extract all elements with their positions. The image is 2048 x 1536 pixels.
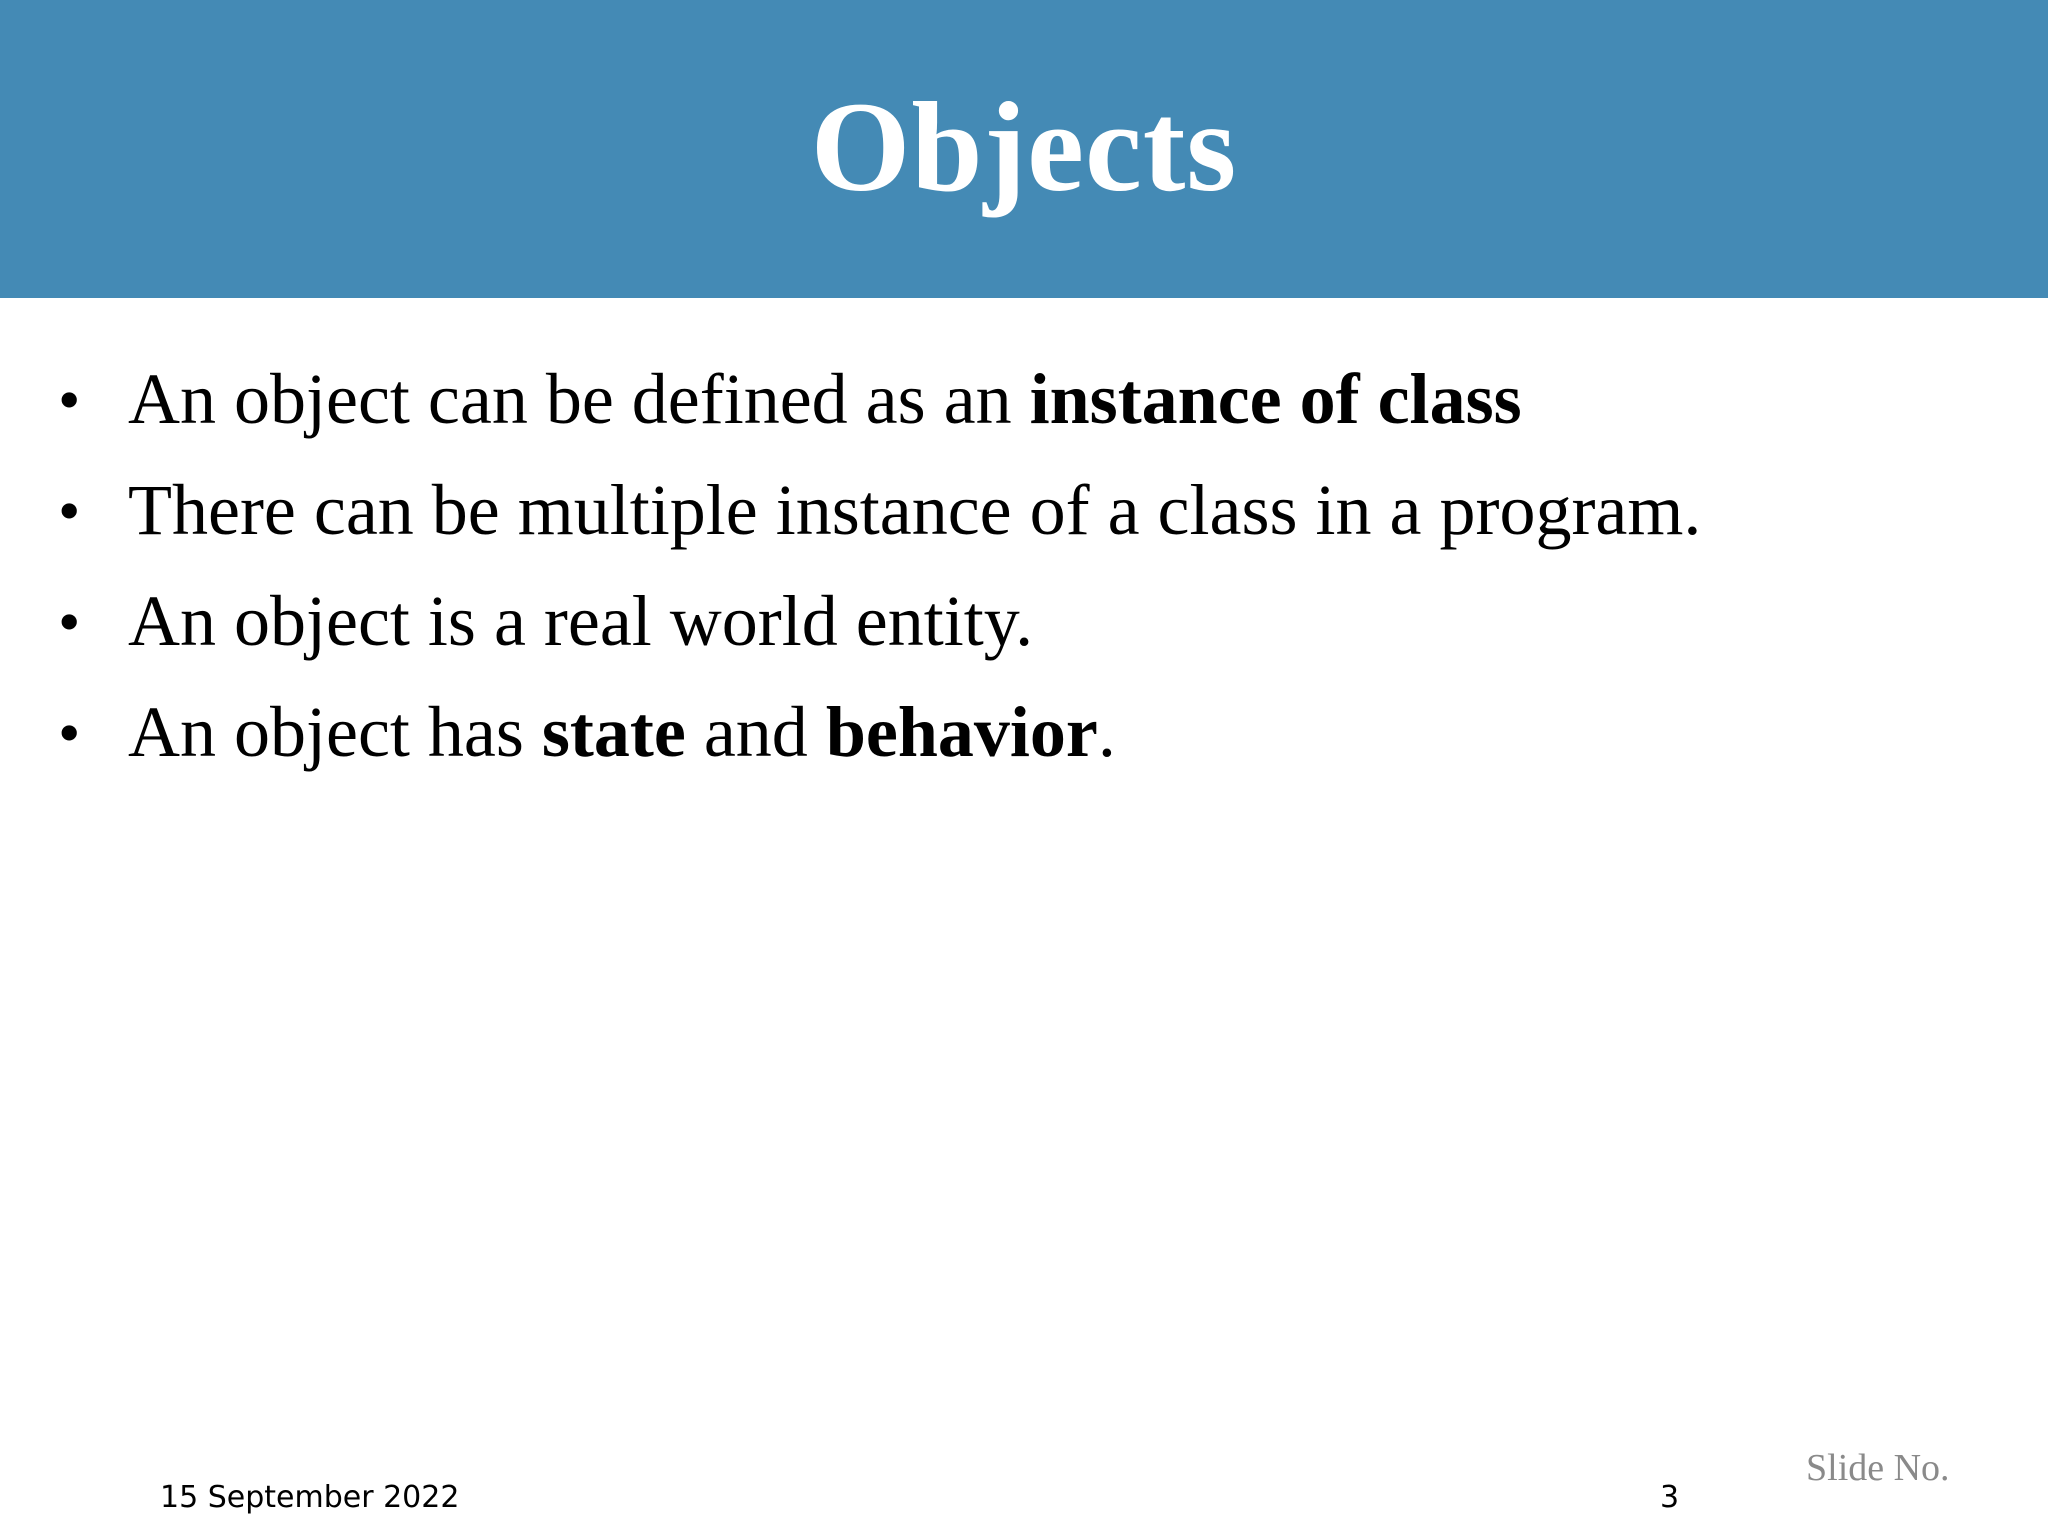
bullet-item xyxy=(58,677,2018,788)
bullet-text-part: . xyxy=(1097,692,1116,772)
bullet-text xyxy=(128,566,1033,677)
bullet-text-part: There can be multiple instance of a class in a program. xyxy=(128,470,1702,550)
bullet-item xyxy=(58,566,2018,677)
bullet-text xyxy=(128,677,1116,788)
bullet-dot-icon: • xyxy=(58,586,81,657)
footer-page-number: 3 xyxy=(1660,1480,1680,1515)
bullet-dot-icon: • xyxy=(58,697,81,768)
bullet-text-part: and xyxy=(685,692,826,772)
bullet-item xyxy=(58,344,2018,455)
bullet-text-bold-part: behavior xyxy=(825,692,1098,772)
bullet-text-bold-part: instance of class xyxy=(1029,359,1522,439)
bullet-list xyxy=(58,344,2018,788)
bullet-text xyxy=(128,455,1701,566)
bullet-text-part: An object can be defined as an xyxy=(128,359,1030,439)
slide-title: Objects xyxy=(810,76,1238,218)
footer-date: 15 September 2022 xyxy=(160,1480,460,1515)
footer-slide-label: Slide No. xyxy=(1806,1447,1950,1489)
bullet-text-part: An object has xyxy=(128,692,542,772)
bullet-text xyxy=(128,344,1522,455)
bullet-text-part: An object is a real world entity. xyxy=(128,581,1034,661)
bullet-item xyxy=(58,455,2018,566)
bullet-text-bold-part: state xyxy=(541,692,686,772)
bullet-dot-icon: • xyxy=(58,475,81,546)
bullet-dot-icon: • xyxy=(58,364,81,435)
